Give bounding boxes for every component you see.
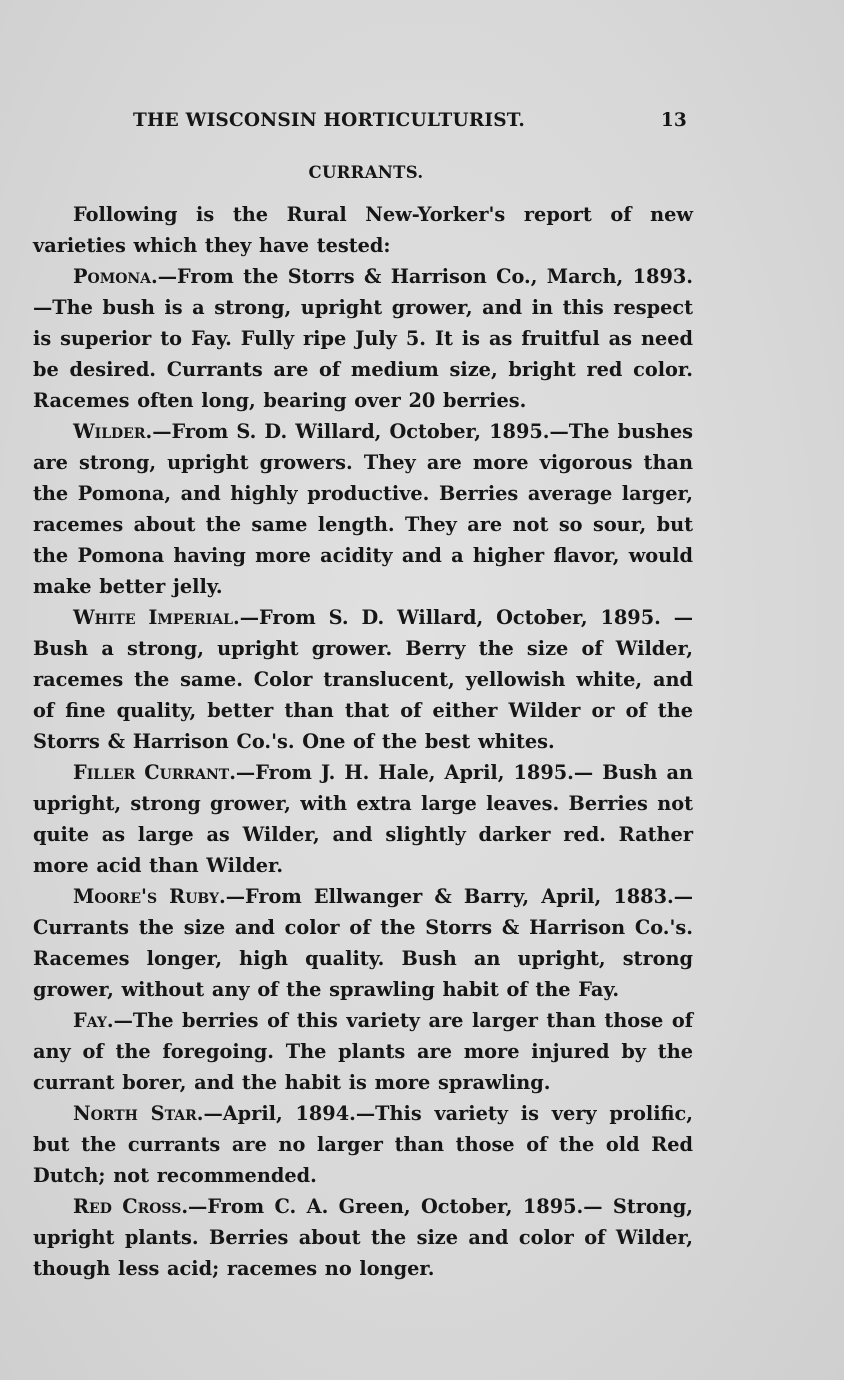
- paragraph-text: —From S. D. Willard, October, 1895.—The bushes are strong, upright growers. They are more vigorous than the Pomona, and highly productive. Berries average larger, racemes about the same length. They are not so sour, but the Pomona having more acidity and a higher flavor, would make better jelly.: [33, 420, 693, 598]
- variety-name: Filler Currant.: [73, 761, 236, 784]
- paragraph-text: —The berries of this variety are larger than those of any of the foregoing. The plants are more injured by the currant borer, and the habit is more sprawling.: [33, 1009, 693, 1094]
- variety-name: Red Cross.: [73, 1195, 189, 1218]
- paragraph-text: —From the Storrs & Harrison Co., March, 1893.—The bush is a strong, upright grower, and in this respect is superior to Fay. Fully ripe July 5. It is as fruitful as need be desired. Currants are of medium size, bright red color. Racemes often long, bearing over 20 berries.: [33, 265, 693, 412]
- paragraph-text: —From S. D. Willard, October, 1895. —Bush a strong, upright grower. Berry the size of Wilder, racemes the same. Color translucent, yellowish white, and of fine quality, better than that of either Wilder or of the Storrs & Harrison Co.'s. One of the best whites.: [33, 606, 693, 753]
- book-page: [33, 0, 699, 1380]
- paragraph-text: —From C. A. Green, October, 1895.— Strong, upright plants. Berries about the size and color of Wilder, though less acid; racemes no longer.: [33, 1195, 693, 1280]
- paragraph-fay: [33, 1005, 693, 1098]
- running-head: [133, 110, 699, 138]
- page-number: 13: [660, 110, 687, 131]
- variety-name: Moore's Ruby.: [73, 885, 226, 908]
- paragraph-moores-ruby: [33, 881, 693, 1005]
- section-heading: CURRANTS.: [308, 163, 424, 182]
- paragraph-text: —April, 1894.—This variety is very prolific, but the currants are no larger than those of the old Red Dutch; not recommended.: [33, 1102, 694, 1187]
- paragraph-north-star: [33, 1098, 693, 1191]
- paragraph-pomona: [33, 261, 693, 416]
- variety-name: North Star.: [73, 1102, 204, 1125]
- paragraph-text: —From Ellwanger & Barry, April, 1883.—Currants the size and color of the Storrs & Harrison Co.'s. Racemes longer, high quality. Bush an upright, strong grower, without any of the sprawling habit of the Fay.: [33, 885, 693, 1001]
- article-body: [33, 199, 693, 1284]
- variety-name: Wilder.: [73, 420, 153, 443]
- paragraph-red-cross: [33, 1191, 693, 1284]
- paragraph-filler-currant: [33, 757, 693, 881]
- paragraph-text: —From J. H. Hale, April, 1895.— Bush an upright, strong grower, with extra large leaves. Berries not quite as large as Wilder, and slightly darker red. Rather more acid than Wilder.: [33, 761, 693, 877]
- variety-name: Fay.: [73, 1009, 114, 1032]
- paragraph-text: Following is the Rural New-Yorker's report of new varieties which they have tested:: [33, 203, 693, 257]
- running-head-title: THE WISCONSIN HORTICULTURIST.: [133, 110, 526, 131]
- variety-name: White Imperial.: [73, 606, 240, 629]
- paragraph-white-imperial: [33, 602, 693, 757]
- variety-name: Pomona.: [73, 265, 158, 288]
- paragraph-wilder: [33, 416, 693, 602]
- paragraph-intro: [33, 199, 693, 261]
